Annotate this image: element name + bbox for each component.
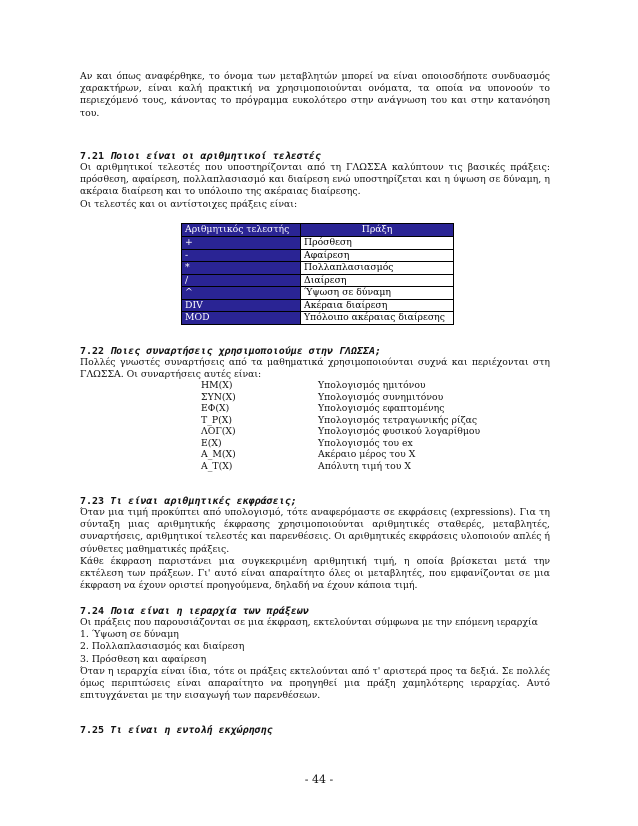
- paragraph: Οι αριθμητικοί τελεστές που υποστηρίζονται από τη ΓΛΩΣΣΑ καλύπτουν τις βασικές πράξεις: πρόσθεση, αφαίρεση, πολλαπλασιασμό και διαίρεση ενώ υποστηρίζεται και η ύψωση σε δύναμη, η ακέραια διαίρεση και το υπόλοιπο της ακέραιας διαίρεσης.: [80, 162, 550, 198]
- list-item: [201, 403, 480, 415]
- function-name: Τ_Ρ(Χ): [201, 414, 232, 426]
- operation-cell: Πολλαπλασιασμός: [301, 262, 454, 275]
- section-title: Ποια είναι η ιεραρχία των πράξεων: [110, 606, 309, 617]
- page-number: - 44 -: [304, 773, 334, 786]
- table-row: [182, 287, 454, 300]
- section-number: 7.23: [80, 496, 105, 507]
- list-item: [201, 461, 480, 473]
- paragraph: Κάθε έκφραση παριστάνει μια συγκεκριμένη αριθμητική τιμή, η οποία βρίσκεται μετά την εκτέλεση των πράξεων. Γι' αυτό είναι απαραίτητο όλες οι μεταβλητές, που εμφανίζονται σε μια έκφραση να έχουν οριστεί προηγούμενα, δηλαδή να έχουν κάποια τιμή.: [80, 555, 550, 592]
- function-description: Υπολογισμός του ex: [318, 437, 413, 449]
- section-body-7-22: Πολλές γνωστές συναρτήσεις από τα μαθηματικά χρησιμοποιούνται συχνά και περιέχονται στη ΓΛΩΣΣΑ. Οι συναρτήσεις αυτές είναι:: [80, 357, 550, 381]
- functions-list: [201, 380, 480, 472]
- table-header-row: [182, 224, 454, 237]
- section-body-7-24: [80, 617, 550, 702]
- function-name: ΛΟΓ(Χ): [201, 426, 236, 437]
- list-item: 3. Πρόσθεση και αφαίρεση: [80, 653, 207, 665]
- section-number: 7.24: [80, 606, 105, 617]
- list-item: [201, 426, 480, 438]
- operators-table: [181, 223, 454, 325]
- function-name: ΗΜ(Χ): [201, 380, 233, 391]
- operation-cell: Ύψωση σε δύναμη: [301, 287, 454, 300]
- paragraph: Οι τελεστές και οι αντίστοιχες πράξεις είναι:: [80, 198, 298, 210]
- section-title: Τι είναι η εντολή εκχώρησης: [110, 725, 273, 736]
- operator-cell: +: [182, 237, 301, 250]
- list-item: [201, 449, 480, 461]
- function-description: Υπολογισμός συνημιτόνου: [318, 391, 444, 403]
- function-name: Ε(Χ): [201, 437, 222, 449]
- operator-cell: DIV: [182, 299, 301, 312]
- list-item: [201, 392, 480, 404]
- section-body-7-23: [80, 507, 550, 592]
- section-number: 7.22: [80, 346, 105, 357]
- paragraph: Όταν η ιεραρχία είναι ίδια, τότε οι πράξεις εκτελούνται από τ' αριστερά προς τα δεξιά. Σε πολλές όμως περιπτώσεις είναι απαραίτητο να προηγηθεί μια πράξη χαμηλότερης ιεραρχίας. Αυτό επιτυγχάνεται με την εισαγωγή των παρενθέσεων.: [80, 665, 550, 702]
- operation-cell: Υπόλοιπο ακέραιας διαίρεσης: [301, 312, 454, 325]
- list-item: [201, 415, 480, 427]
- operation-cell: Πρόσθεση: [301, 237, 454, 250]
- function-description: Ακέραιο μέρος του Χ: [318, 449, 416, 460]
- function-description: Υπολογισμός εφαπτομένης: [318, 403, 445, 414]
- table-header-operator: Αριθμητικός τελεστής: [182, 224, 301, 237]
- operator-cell: -: [182, 249, 301, 262]
- list-item: 1. Ύψωση σε δύναμη: [80, 629, 179, 641]
- list-item: [201, 380, 480, 392]
- table-row: [182, 274, 454, 287]
- table-row: [182, 299, 454, 312]
- paragraph: Όταν μια τιμή προκύπτει από υπολογισμό, τότε αναφερόμαστε σε εκφράσεις (expressions). Για τη σύνταξη μιας αριθμητικής έκφρασης χρησιμοποιούνται αριθμητικές σταθερές, μεταβλητές, συναρτήσεις, αριθμητικοί τελεστές και παρενθέσεις. Οι αριθμητικές εκφράσεις υλοποιούν απλές ή σύνθετες μαθηματικές πράξεις.: [80, 507, 550, 555]
- section-number: 7.25: [80, 725, 105, 736]
- function-name: ΣΥΝ(Χ): [201, 391, 236, 403]
- function-description: Υπολογισμός ημιτόνου: [318, 380, 426, 391]
- function-name: Α_Τ(Χ): [201, 460, 233, 472]
- operation-cell: Διαίρεση: [301, 274, 454, 287]
- table-row: [182, 312, 454, 325]
- operator-cell: /: [182, 274, 301, 287]
- section-body-7-21: [80, 162, 550, 211]
- function-description: Υπολογισμός φυσικού λογαρίθμου: [318, 426, 481, 437]
- table-row: [182, 262, 454, 275]
- section-title: Ποιες συναρτήσεις χρησιμοποιούμε στην ΓΛΩΣΣΑ;: [110, 346, 382, 357]
- function-description: Απόλυτη τιμή του Χ: [318, 460, 411, 472]
- operation-cell: Ακέραια διαίρεση: [301, 299, 454, 312]
- function-name: ΕΦ(Χ): [201, 403, 230, 414]
- list-item: 2. Πολλαπλασιασμός και διαίρεση: [80, 641, 245, 653]
- section-heading-7-25: [80, 724, 273, 737]
- table-row: [182, 237, 454, 250]
- paragraph: Οι πράξεις που παρουσιάζονται σε μια έκφραση, εκτελούνται σύμφωνα με την επόμενη ιεραρχία: [80, 617, 538, 628]
- operator-cell: ^: [182, 287, 301, 300]
- operator-cell: MOD: [182, 312, 301, 325]
- section-title: Ποιοι είναι οι αριθμητικοί τελεστές: [110, 151, 321, 162]
- function-name: Α_Μ(Χ): [201, 449, 236, 460]
- operation-cell: Αφαίρεση: [301, 249, 454, 262]
- operator-cell: *: [182, 262, 301, 275]
- table-row: [182, 249, 454, 262]
- section-title: Τι είναι αριθμητικές εκφράσεις;: [110, 496, 297, 507]
- function-description: Υπολογισμός τετραγωνικής ρίζας: [318, 414, 478, 426]
- section-number: 7.21: [80, 151, 105, 162]
- table-header-operation: Πράξη: [301, 224, 454, 237]
- intro-paragraph: Αν και όπως αναφέρθηκε, το όνομα των μεταβλητών μπορεί να είναι οποιοσδήποτε συνδυασμός χαρακτήρων, είναι καλή πρακτική να χρησιμοποιούνται ονόματα, τα οποία να υπονοούν το περιεχόμενό τους, κάνοντας το πρόγραμμα ευκολότερο στην ανάγνωση του και στην κατανόηση του.: [80, 71, 550, 119]
- list-item: [201, 438, 480, 450]
